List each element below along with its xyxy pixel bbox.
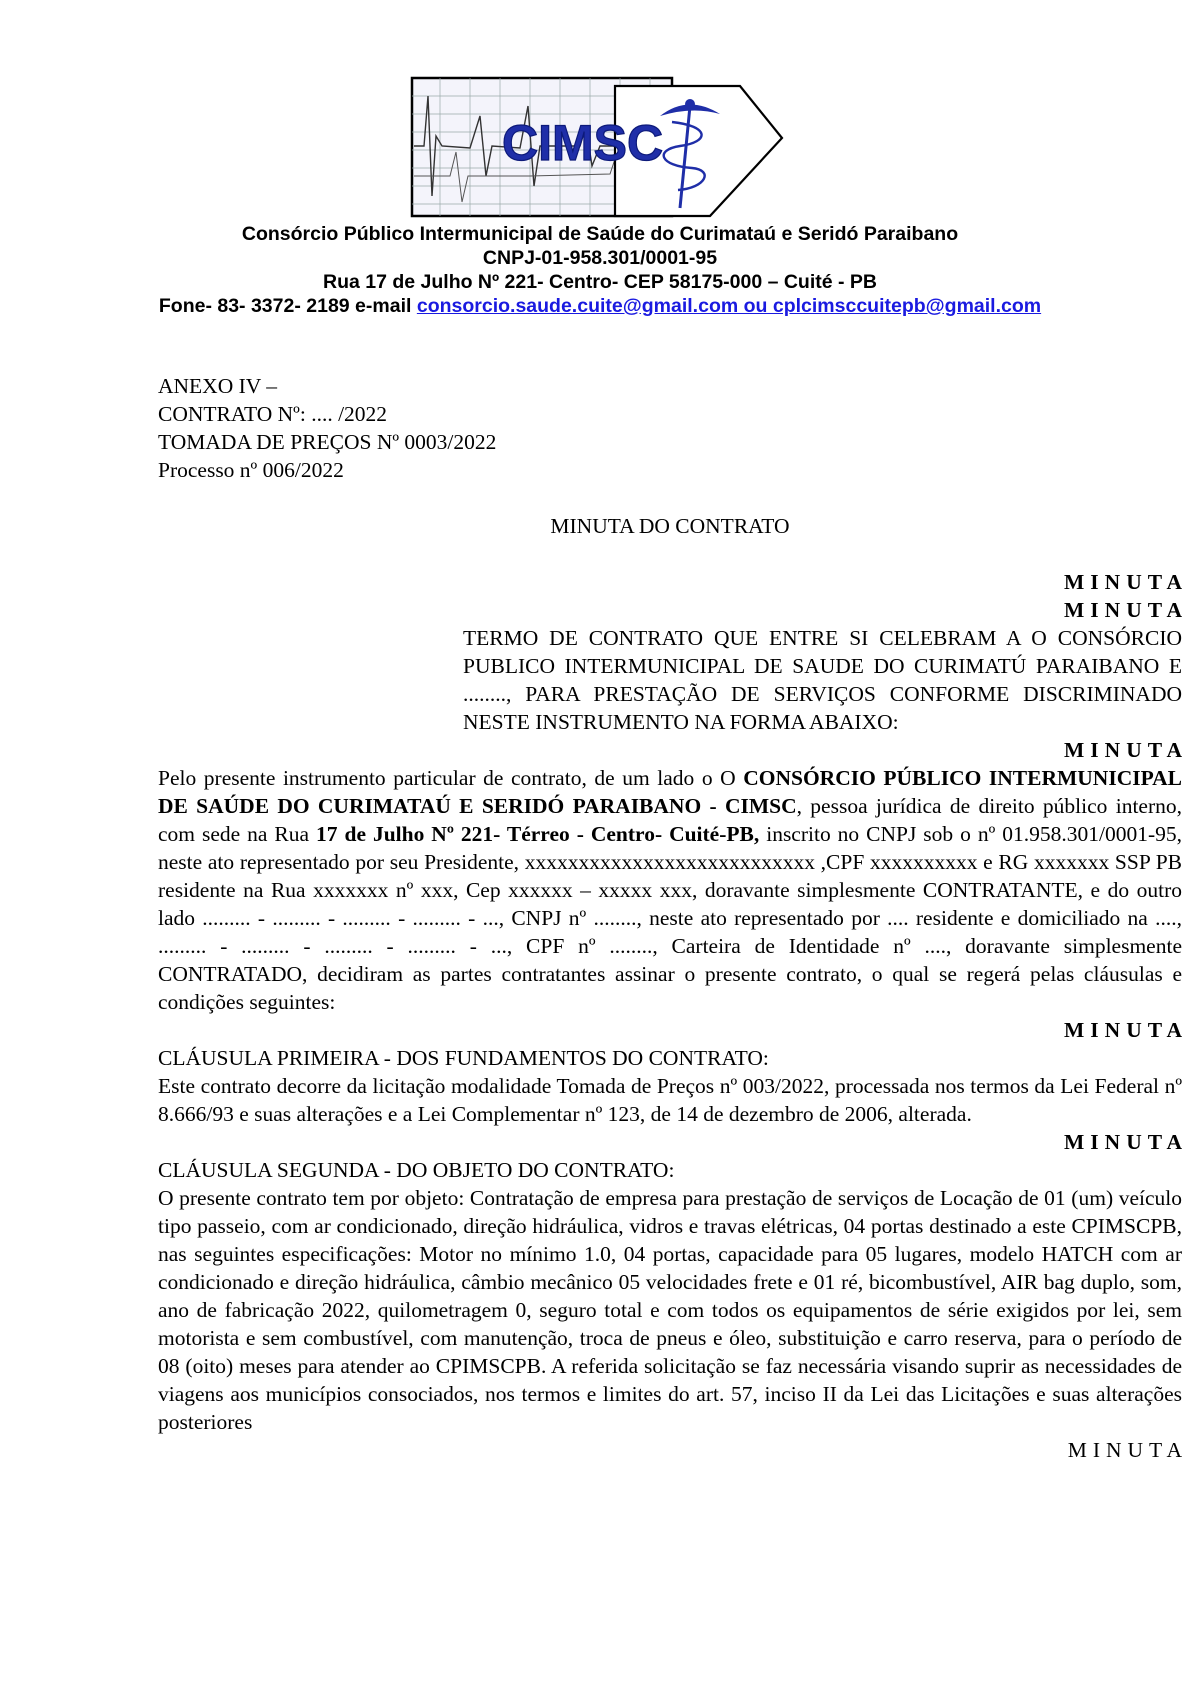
- annex-label: ANEXO IV –: [158, 374, 278, 398]
- org-name: Consórcio Público Intermunicipal de Saúde do Curimataú e Seridó Paraibano: [241, 223, 959, 245]
- org-address: Rua 17 de Julho Nº 221- Centro- CEP 58175-000 – Cuité - PB: [322, 271, 878, 293]
- clause1-text: Este contrato decorre da licitação modalidade Tomada de Preços nº 003/2022, processada nos termos da Lei Federal nº 8.666/93 e suas alterações e a Lei Complementar nº 123, de 14 de dezembro de 2006, alterada.: [158, 1074, 1182, 1126]
- phone-text: Fone- 83- 3372- 2189 e-mail: [158, 295, 417, 317]
- clause2-heading: CLÁUSULA SEGUNDA - DO OBJETO DO CONTRATO:: [158, 1158, 675, 1182]
- intro-address: 17 de Julho Nº 221- Térreo - Centro- Cuité-PB,: [316, 822, 760, 846]
- minuta-mark-3: MINUTA: [1064, 738, 1188, 762]
- contract-body: [158, 372, 1188, 1464]
- minuta-mark-1: MINUTA: [1064, 570, 1188, 594]
- clause1-heading: CLÁUSULA PRIMEIRA - DOS FUNDAMENTOS DO CONTRATO:: [158, 1046, 769, 1070]
- logo-text: CIMSC: [502, 115, 664, 171]
- intro-text-2: , pessoa jurídica de direito público interno, com sede na Rua: [158, 794, 1182, 846]
- cimsc-logo: [410, 76, 790, 222]
- document-title: MINUTA DO CONTRATO: [550, 514, 790, 538]
- term-description: TERMO DE CONTRATO QUE ENTRE SI CELEBRAM A O CONSÓRCIO PUBLICO INTERMUNICIPAL DE SAUDE DO CURIMATÚ PARAIBANO E ........, PARA PRESTAÇÃO DE SERVIÇOS CONFORME DISCRIMINADO NESTE INSTRUMENTO NA FORMA ABAIXO:: [463, 626, 1182, 734]
- intro-text-1: Pelo presente instrumento particular de contrato, de um lado o O: [158, 766, 744, 790]
- org-contact: [0, 294, 1200, 318]
- process-number: Processo nº 006/2022: [158, 458, 344, 482]
- minuta-mark-2: MINUTA: [1064, 598, 1188, 622]
- tomada-precos: TOMADA DE PREÇOS Nº 0003/2022: [158, 430, 497, 454]
- intro-paragraph: [158, 764, 1182, 1016]
- minuta-mark-4: MINUTA: [1064, 1018, 1188, 1042]
- minuta-mark-6: MINUTA: [1067, 1438, 1188, 1462]
- org-cnpj: CNPJ-01-958.301/0001-95: [482, 247, 718, 269]
- email-link[interactable]: consorcio.saude.cuite@gmail.com ou cplcimsccuitepb@gmail.com: [416, 295, 1042, 317]
- intro-entity: CONSÓRCIO PÚBLICO INTERMUNICIPAL DE SAÚDE DO CURIMATAÚ E SERIDÓ PARAIBANO - CIMSC: [158, 766, 1182, 818]
- letterhead: [0, 222, 1200, 318]
- intro-text-3: inscrito no CNPJ sob o nº 01.958.301/0001-95, neste ato representado por seu Presidente, xxxxxxxxxxxxxxxxxxxxxxxxxxx ,CPF xxxxxxxxxx e RG xxxxxxx SSP PB residente na Rua xxxxxxx nº xxx, Cep xxxxxx – xxxxx xxx, doravante simplesmente CONTRATANTE, e do outro lado ......... - ......... - ......... - ......... - ..., CNPJ nº ........, neste ato representado por .... residente e domiciliado na ...., ......... - ......... - ......... - ......... - ..., CPF nº ........, Carteira de Identidade nº ...., doravante simplesmente CONTRATADO, decidiram as partes contratantes assinar o presente contrato, o qual se regerá pelas cláusulas e condições seguintes:: [158, 822, 1182, 1014]
- clause2-text: O presente contrato tem por objeto: Contratação de empresa para prestação de serviços de Locação de 01 (um) veículo tipo passeio, com ar condicionado, direção hidráulica, vidros e travas elétricas, 04 portas destinado a este CPIMSCPB, nas seguintes especificações: Motor no mínimo 1.0, 04 portas, capacidade para 05 lugares, modelo HATCH com ar condicionado e direção hidráulica, câmbio mecânico 05 velocidades frete e 01 ré, bicombustível, AIR bag duplo, som, ano de fabricação 2022, quilometragem 0, seguro total e com todos os equipamentos de série exigidos por lei, sem motorista e sem combustível, com manutenção, troca de pneus e óleo, substituição e carro reserva, para o período de 08 (oito) meses para atender ao CPIMSCPB. A referida solicitação se faz necessária visando suprir as necessidades de viagens aos municípios consociados, nos termos e limites do art. 57, inciso II da Lei das Licitações e suas alterações posteriores: [158, 1186, 1182, 1434]
- contract-number: CONTRATO Nº: .... /2022: [158, 402, 388, 426]
- minuta-mark-5: MINUTA: [1064, 1130, 1188, 1154]
